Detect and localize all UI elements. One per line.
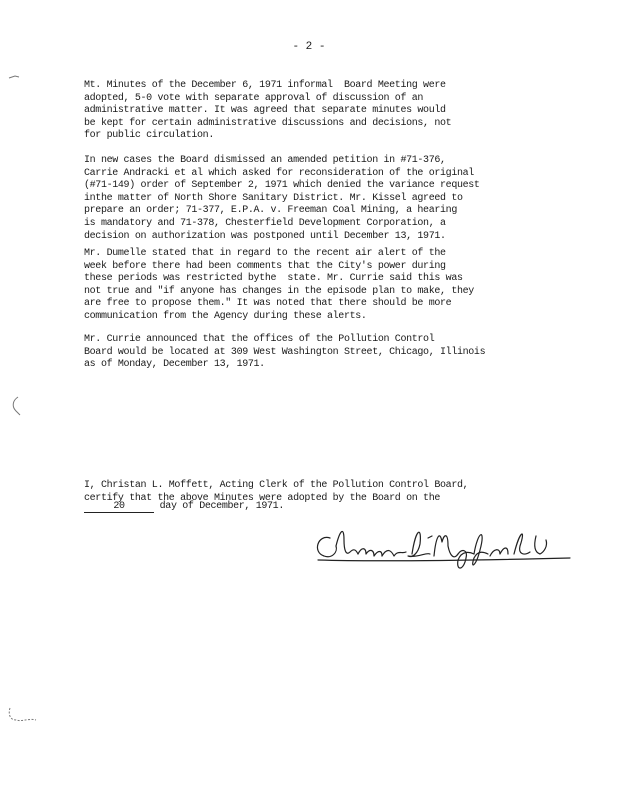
margin-hole-mark [6, 393, 26, 419]
paragraph-office-relocation: Mr. Currie announced that the offices of the Pollution Control Board would be located at 309 West Washington Street, Chicago, Illinois as of Monday, December 13, 1971. [84, 334, 486, 371]
certification-date-line [84, 501, 604, 514]
page-number: - 2 - [292, 41, 326, 53]
paragraph-new-cases: In new cases the Board dismissed an amended petition in #71-376, Carrie Andracki et al which asked for reconsideration of the original (#71-149) order of September 2, 1971 which denied the variance request inthe matter of North Shore Sanitary District. Mr. Kissel agreed to prepare an order; 71-377, E.P.A. v. Freeman Coal Mining, a hearing is mandatory and 71-378, Chesterfield Development Corporation, a decision on authorization was postponed until December 13, 1971. [84, 155, 480, 242]
margin-scribble-mark [6, 702, 42, 728]
certification-statement: I, Christan L. Moffett, Acting Clerk of the Pollution Control Board, certify that the above Minutes were adopted by the Board on the [84, 480, 469, 504]
certification-day-field: 20 [84, 502, 154, 513]
clerk-signature [308, 516, 578, 576]
certification-day-suffix: day of December, 1971. [159, 501, 284, 512]
paragraph-air-alert: Mr. Dumelle stated that in regard to the recent air alert of the week before there had been comments that the City's power during these periods was restricted bythe state. Mr. Currie said this was not true and "if anyone has changes in the episode plan to make, they are free to propose them." It was noted that there should be more communication from the Agency during these alerts. [84, 248, 474, 322]
margin-speck-mark [6, 72, 26, 82]
paragraph-minutes-approval: Mt. Minutes of the December 6, 1971 informal Board Meeting were adopted, 5-0 vote with separate approval of discussion of an administrative matter. It was agreed that separate minutes would be kept for certain administrative discussions and decisions, not for public circulation. [84, 80, 452, 142]
